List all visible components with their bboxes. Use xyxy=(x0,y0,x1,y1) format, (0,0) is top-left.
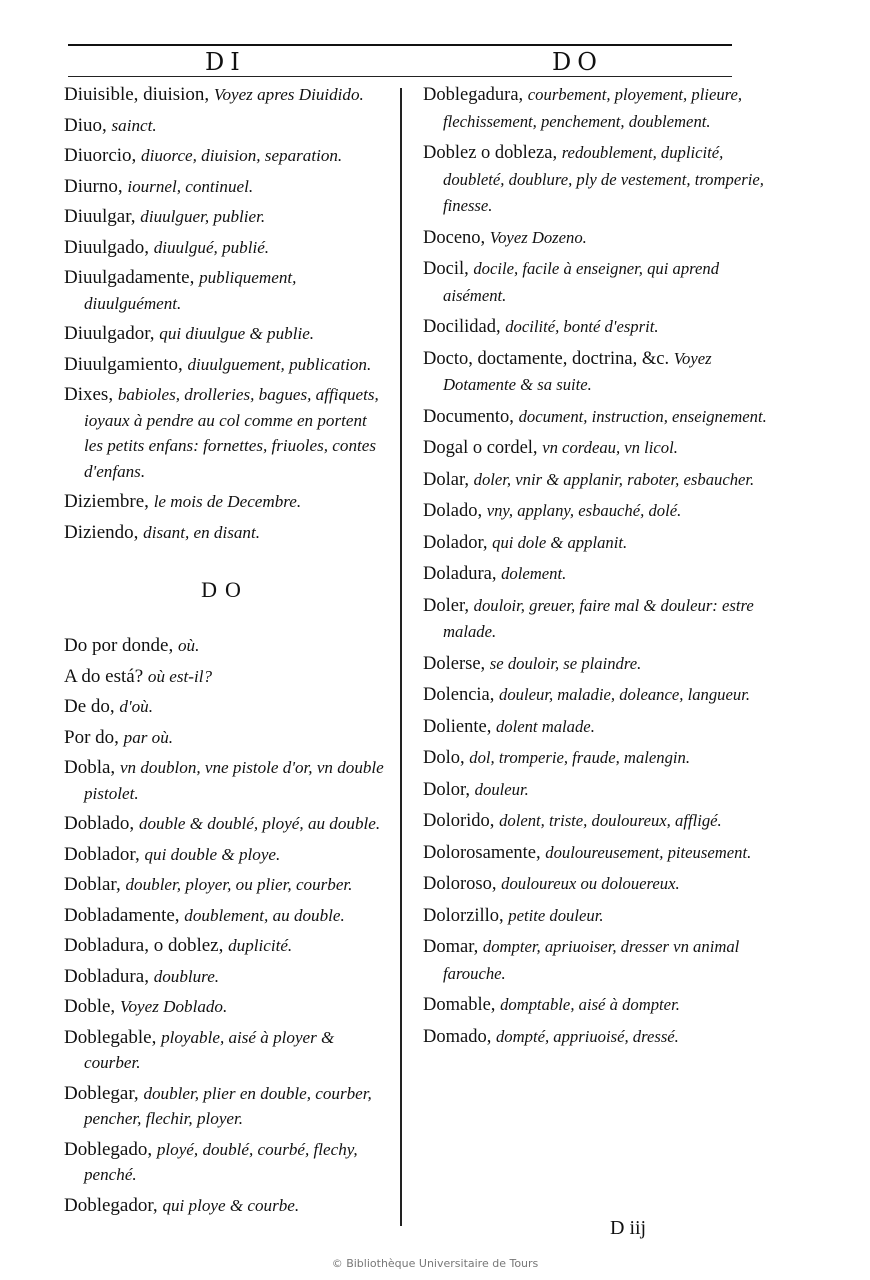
definition: Voyez Doblado. xyxy=(119,997,228,1016)
definition: douloureux ou dolouereux. xyxy=(501,874,680,893)
definition: diuulguement, publication. xyxy=(187,354,372,374)
section-heading-do: DO xyxy=(201,577,249,602)
dictionary-entry xyxy=(423,871,775,898)
headword: Dolo, xyxy=(423,748,465,768)
dictionary-entry xyxy=(423,992,775,1019)
headword: Diziendo, xyxy=(64,521,139,543)
headword: Domable, xyxy=(423,995,496,1015)
headword: Doladura, xyxy=(423,564,497,584)
headword: Dolador, xyxy=(423,532,488,553)
definition: le mois de Decembre. xyxy=(153,492,302,511)
definition: dompter, apriuoiser, dresser vn animal farouche. xyxy=(443,937,740,983)
headword: Dobladura, xyxy=(64,965,149,987)
dictionary-entry xyxy=(423,140,775,220)
dictionary-entry xyxy=(64,1137,386,1188)
definition: petite douleur. xyxy=(508,905,604,925)
dictionary-entry xyxy=(64,1193,386,1219)
dictionary-entry xyxy=(64,352,386,378)
dictionary-entry xyxy=(423,840,775,867)
headword: Dogal o cordel, xyxy=(423,438,538,458)
headword: Dolor, xyxy=(423,779,471,800)
definition: qui dole & applanit. xyxy=(492,532,628,552)
headword: Dolencia, xyxy=(423,685,495,705)
definition: document, instruction, enseignement. xyxy=(518,406,767,426)
headword: Dolorzillo, xyxy=(423,905,504,926)
dictionary-entry xyxy=(64,113,386,139)
dictionary-entry xyxy=(423,682,775,709)
header-rule xyxy=(68,44,732,46)
definition: babioles, drolleries, bagues, affiquets, ioyaux à pendre au col comme en portent les petits enfans: fornettes, friuoles, contes d'enfans. xyxy=(84,385,379,481)
headword: Doblegable, xyxy=(64,1026,157,1048)
running-head-left: DI xyxy=(205,48,246,76)
dictionary-entry xyxy=(423,256,775,309)
headword: Domado, xyxy=(423,1026,492,1047)
headword: Doblegado, xyxy=(64,1138,153,1160)
dictionary-entry xyxy=(423,435,775,462)
definition: docile, facile à enseigner, qui aprend aisément. xyxy=(443,259,720,305)
dictionary-entry xyxy=(64,1025,386,1076)
headword: Do por donde, xyxy=(64,635,174,656)
definition: ployable, aisé à ployer & courber. xyxy=(84,1027,335,1072)
definition: redoublement, duplicité, doubleté, doublure, ply de vestement, tromperie, finesse. xyxy=(443,143,764,215)
headword: Dolado, xyxy=(423,501,483,521)
definition: douloir, greuer, faire mal & douleur: estre malade. xyxy=(443,595,754,641)
dictionary-entry xyxy=(423,934,775,987)
dictionary-entry xyxy=(64,725,386,751)
dictionary-entry xyxy=(64,633,386,659)
dictionary-entry xyxy=(423,903,775,930)
headword: Dolorosamente, xyxy=(423,842,541,863)
definition: dolement. xyxy=(501,564,567,583)
dictionary-entry xyxy=(423,404,775,431)
dictionary-entry xyxy=(64,1081,386,1132)
definition: doubler, plier en double, courber, pencher, flechir, ployer. xyxy=(84,1083,372,1128)
headword: Doliente, xyxy=(423,716,492,737)
definition: qui diuulgue & publie. xyxy=(159,324,315,343)
headword: Diuulgador, xyxy=(64,323,155,344)
dictionary-entry xyxy=(64,174,386,200)
definition: docilité, bonté d'esprit. xyxy=(505,317,659,336)
headword: Diuisible, diuision, xyxy=(64,84,210,105)
dictionary-entry xyxy=(64,755,386,806)
dictionary-entry xyxy=(423,777,775,804)
headword: Doblez o dobleza, xyxy=(423,143,558,163)
dictionary-entry xyxy=(64,321,386,347)
definition: où est-il? xyxy=(147,666,212,686)
headword: Doceno, xyxy=(423,227,486,248)
left-entries-di xyxy=(64,82,386,545)
definition: ployé, doublé, courbé, flechy, penché. xyxy=(84,1139,358,1184)
headword: Por do, xyxy=(64,726,119,748)
headword: Diuorcio, xyxy=(64,145,137,166)
headword: Doler, xyxy=(423,595,470,616)
definition: doler, vnir & applanir, raboter, esbaucher. xyxy=(473,469,755,489)
definition: courbement, ployement, plieure, flechissement, penchement, doublement. xyxy=(443,85,743,131)
definition: diuulguer, publier. xyxy=(140,207,266,226)
left-column xyxy=(64,82,386,1223)
definition: d'où. xyxy=(119,697,153,716)
catchword: D iij xyxy=(610,1217,647,1239)
definition: qui double & ploye. xyxy=(144,844,281,864)
headword: Dolorido, xyxy=(423,811,495,831)
definition: dolent, triste, douloureux, affligé. xyxy=(499,811,722,830)
headword: A do está? xyxy=(64,665,144,687)
definition: qui ploye & courbe. xyxy=(162,1195,300,1215)
dictionary-entry xyxy=(423,745,775,772)
dictionary-entry xyxy=(64,994,386,1020)
library-credit: © Bibliothèque Universitaire de Tours xyxy=(331,1257,539,1270)
headword: Doblador, xyxy=(64,843,140,865)
definition: doublement, au double. xyxy=(184,905,345,925)
definition: Voyez Dozeno. xyxy=(489,227,587,247)
definition: par où. xyxy=(123,727,174,747)
headword: Documento, xyxy=(423,406,514,427)
right-column xyxy=(423,82,775,1055)
definition: douloureusement, piteusement. xyxy=(545,842,752,862)
dictionary-entry xyxy=(64,933,386,959)
headword: Diuulgamiento, xyxy=(64,353,183,375)
definition: sainct. xyxy=(111,115,157,135)
headword: Dobla, xyxy=(64,757,116,778)
dictionary-entry xyxy=(64,265,386,316)
dictionary-entry xyxy=(423,498,775,525)
headword: Dolar, xyxy=(423,469,470,490)
dictionary-entry xyxy=(423,346,775,399)
dictionary-entry xyxy=(64,520,386,546)
headword: Diuo, xyxy=(64,114,107,136)
column-divider xyxy=(400,88,402,1226)
dictionary-entry xyxy=(64,964,386,990)
dictionary-entry xyxy=(64,382,386,484)
headword: Doblado, xyxy=(64,813,135,834)
dictionary-entry xyxy=(423,808,775,835)
definition: Voyez Dotamente & sa suite. xyxy=(443,348,712,394)
definition: dompté, appriuoisé, dressé. xyxy=(495,1026,679,1046)
headword: Docto, doctamente, doctrina, &c. xyxy=(423,348,670,369)
dictionary-entry xyxy=(64,811,386,837)
definition: vn doublon, vne pistole d'or, vn double pistolet. xyxy=(84,758,384,803)
headword: Diuulgado, xyxy=(64,236,149,258)
definition: disant, en disant. xyxy=(143,522,260,542)
headword: Doblegador, xyxy=(64,1194,158,1216)
dictionary-entry xyxy=(64,235,386,261)
dictionary-entry xyxy=(423,225,775,252)
definition: où. xyxy=(177,636,200,655)
left-entries-do xyxy=(64,633,386,1218)
dictionary-entry xyxy=(64,664,386,690)
headword: Domar, xyxy=(423,937,479,957)
dictionary-entry xyxy=(423,314,775,341)
headword: Dixes, xyxy=(64,384,114,405)
headword: Doble, xyxy=(64,996,116,1017)
definition: se douloir, se plaindre. xyxy=(489,653,642,673)
headword: Docilidad, xyxy=(423,317,501,337)
definition: iournel, continuel. xyxy=(127,176,254,196)
dictionary-entry xyxy=(64,872,386,898)
definition: doublure. xyxy=(153,966,220,986)
headword: Diurno, xyxy=(64,175,123,197)
definition: douleur. xyxy=(474,779,529,799)
dictionary-entry xyxy=(423,714,775,741)
dictionary-entry xyxy=(64,82,386,108)
dictionary-entry xyxy=(423,1024,775,1051)
definition: diuulgué, publié. xyxy=(153,237,270,257)
headword: Dolerse, xyxy=(423,653,486,674)
dictionary-entry xyxy=(423,651,775,678)
dictionary-entry xyxy=(64,204,386,230)
right-entries xyxy=(423,82,775,1050)
definition: Voyez apres Diuidido. xyxy=(213,85,364,104)
headword: Diuulgadamente, xyxy=(64,267,195,288)
headword: Doloroso, xyxy=(423,874,497,894)
headword: Diziembre, xyxy=(64,491,149,512)
headword: Docil, xyxy=(423,259,469,279)
header-underline xyxy=(68,76,732,77)
headword: Doblegadura, xyxy=(423,85,524,105)
dictionary-entry xyxy=(64,489,386,515)
definition: dol, tromperie, fraude, malengin. xyxy=(469,748,691,767)
dictionary-entry xyxy=(64,903,386,929)
headword: Doblar, xyxy=(64,874,121,895)
definition: domptable, aisé à dompter. xyxy=(500,995,680,1014)
definition: double & doublé, ployé, au double. xyxy=(138,814,381,833)
headword: De do, xyxy=(64,696,115,717)
dictionary-entry xyxy=(64,143,386,169)
definition: dolent malade. xyxy=(495,716,595,736)
definition: diuorce, diuision, separation. xyxy=(141,146,343,165)
dictionary-entry xyxy=(423,467,775,494)
dictionary-entry xyxy=(423,530,775,557)
dictionary-entry xyxy=(423,82,775,135)
dictionary-entry xyxy=(64,842,386,868)
dictionary-entry xyxy=(423,561,775,588)
definition: vn cordeau, vn licol. xyxy=(542,438,678,457)
definition: douleur, maladie, doleance, langueur. xyxy=(499,685,750,704)
headword: Diuulgar, xyxy=(64,206,136,227)
definition: vny, applany, esbauché, dolé. xyxy=(486,501,682,520)
headword: Dobladamente, xyxy=(64,904,180,926)
running-head-right: DO xyxy=(552,48,603,76)
dictionary-entry xyxy=(423,593,775,646)
definition: doubler, ployer, ou plier, courber. xyxy=(125,875,353,894)
definition: duplicité. xyxy=(228,936,293,955)
dictionary-entry xyxy=(64,694,386,720)
definition: publiquement, diuulguément. xyxy=(84,268,297,313)
headword: Doblegar, xyxy=(64,1082,139,1104)
headword: Dobladura, o doblez, xyxy=(64,935,224,956)
